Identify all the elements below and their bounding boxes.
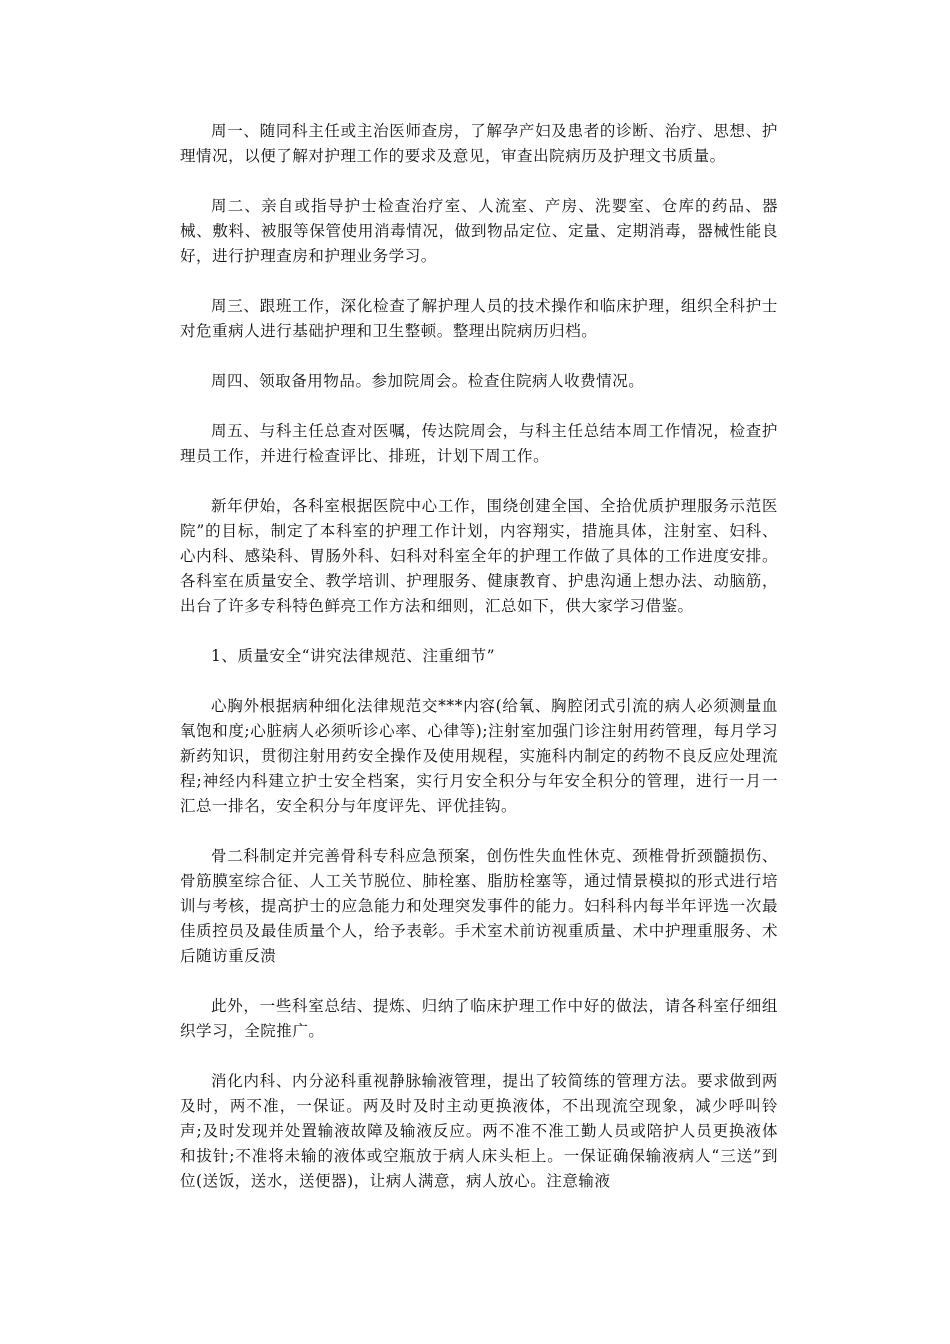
- paragraph-cardiothoracic: 心胸外根据病种细化法律规范交***内容(给氧、胸腔闭式引流的病人必须测量血氧饱和度;心脏病人必须听诊心率、心律等);注射室加强门诊注射用药管理，每月学习新药知识，贯彻注射用药安全操作及使用规程，实施科内制定的药物不良反应处理流程;神经内科建立护士安全档案，实行月安全积分与年安全积分的管理，进行一月一汇总一排名，安全积分与年度评先、评优挂钩。: [180, 697, 778, 815]
- paragraph-friday: 周五、与科主任总查对医嘱，传达院周会，与科主任总结本周工作情况，检查护理员工作，并进行检查评比、排班，计划下周工作。: [180, 422, 778, 465]
- section-heading-quality-safety: 1、质量安全“讲究法律规范、注重细节”: [211, 647, 496, 665]
- paragraph-wednesday: 周三、跟班工作，深化检查了解护理人员的技术操作和临床护理，组织全科护士对危重病人进行基础护理和卫生整顿。整理出院病历归档。: [180, 297, 778, 340]
- paragraph-tuesday: 周二、亲自或指导护士检查治疗室、人流室、产房、洗婴室、仓库的药品、器械、敷料、被服等保管使用消毒情况，做到物品定位、定量、定期消毒，器械性能良好，进行护理查房和护理业务学习。: [180, 197, 778, 265]
- paragraph-monday: 周一、随同科主任或主治医师查房，了解孕产妇及患者的诊断、治疗、思想、护理情况，以便了解对护理工作的要求及意见，审查出院病历及护理文书质量。: [180, 122, 778, 165]
- document-body: [180, 119, 778, 1219]
- paragraph-thursday: 周四、领取备用物品。参加院周会。检查住院病人收费情况。: [211, 372, 645, 390]
- paragraph-summary: 此外，一些科室总结、提炼、归纳了临床护理工作中好的做法，请各科室仔细组织学习，全院推广。: [180, 997, 778, 1040]
- paragraph-orthopedics: 骨二科制定并完善骨科专科应急预案，创伤性失血性休克、颈椎骨折颈髓损伤、骨筋膜室综合征、人工关节脱位、肺栓塞、脂肪栓塞等，通过情景模拟的形式进行培训与考核，提高护士的应急能力和处理突发事件的能力。妇科科内每半年评选一次最佳质控员及最佳质量个人，给予表彰。手术室术前访视重质量、术中护理重服务、术后随访重反溃: [180, 847, 778, 965]
- paragraph-infusion-management: 消化内科、内分泌科重视静脉输液管理，提出了较简练的管理方法。要求做到两及时，两不准，一保证。两及时及时主动更换液体，不出现流空现象，减少呼叫铃声;及时发现并处置输液故障及输液反应。两不准不准工勤人员或陪护人员更换液体和拔针;不准将未输的液体或空瓶放于病人床头柜上。一保证确保输液病人“三送”到位(送饭，送水，送便器)，让病人满意，病人放心。注意输液: [180, 1072, 778, 1190]
- paragraph-new-year-plan: 新年伊始，各科室根据医院中心工作，围绕创建全国、全拾优质护理服务示范医院”的目标，制定了本科室的护理工作计划，内容翔实，措施具体，注射室、妇科、心内科、感染科、胃肠外科、妇科对科室全年的护理工作做了具体的工作进度安排。各科室在质量安全、教学培训、护理服务、健康教育、护患沟通上想办法、动脑筋，出台了许多专科特色鲜亮工作方法和细则，汇总如下，供大家学习借鉴。: [180, 497, 778, 615]
